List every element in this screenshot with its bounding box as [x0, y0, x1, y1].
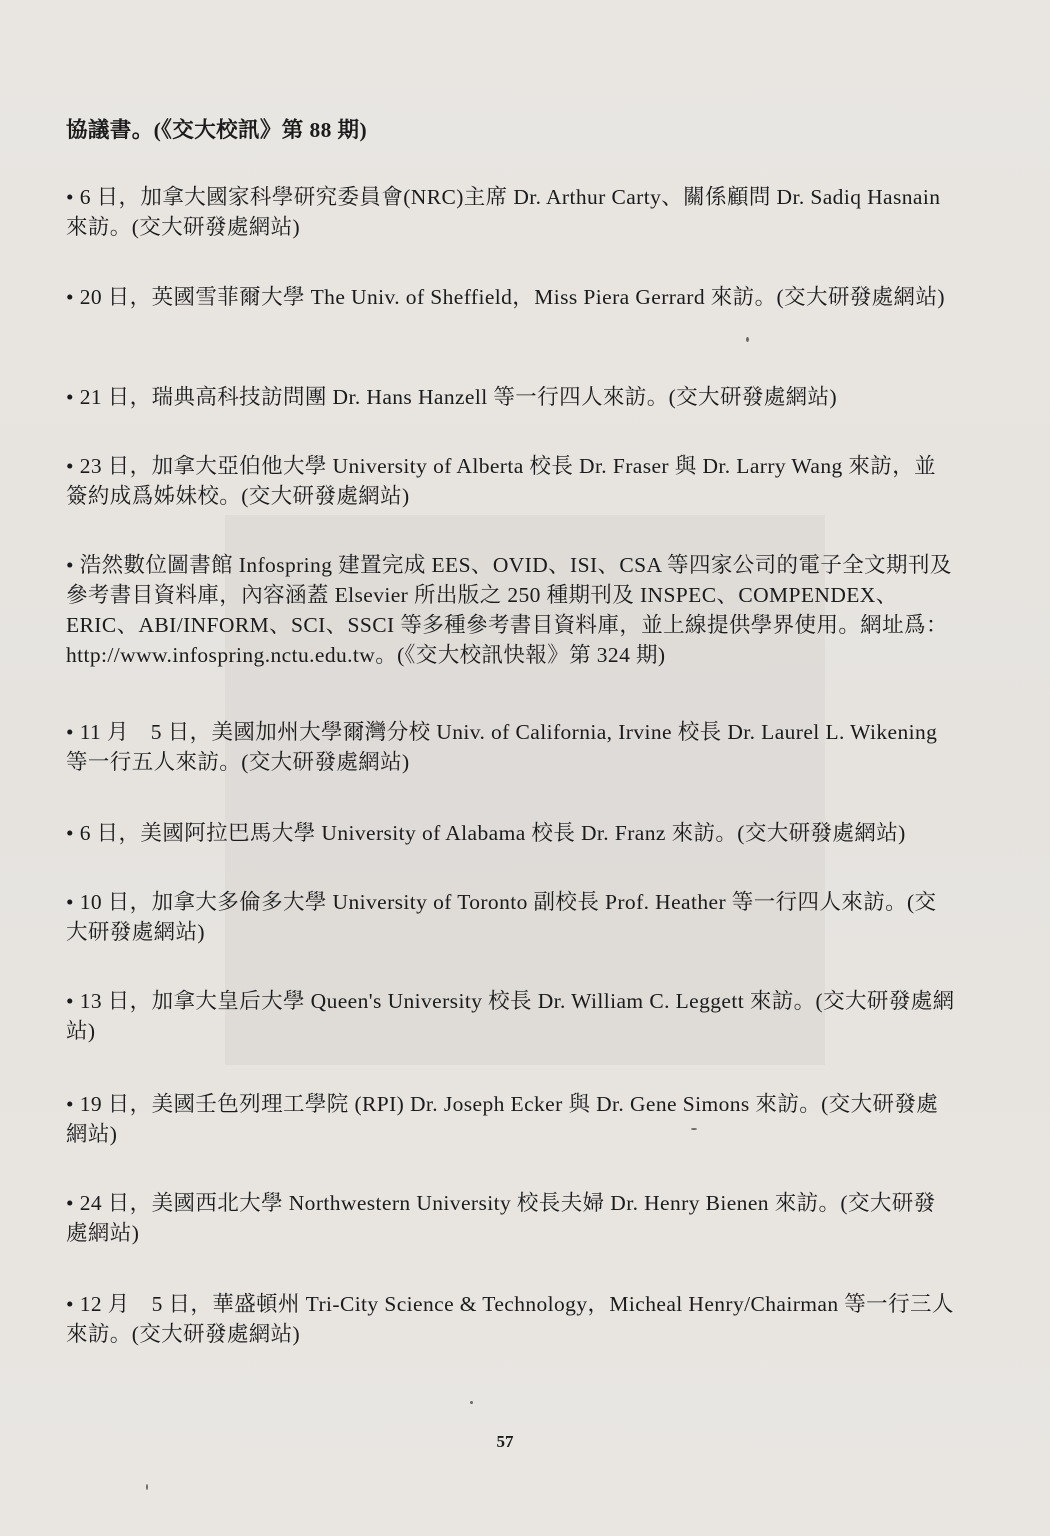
entry-12: • 12 月 5 日，華盛頓州 Tri-City Science & Technology，Micheal Henry/Chairman 等一行三人來訪。(交大研發處網站): [66, 1292, 954, 1346]
entry-7: • 6 日，美國阿拉巴馬大學 University of Alabama 校長 Dr. Franz 來訪。(交大研發處網站): [66, 821, 906, 845]
entry-11: • 24 日，美國西北大學 Northwestern University 校長夫婦 Dr. Henry Bienen 來訪。(交大研發處網站): [66, 1191, 936, 1245]
entry-5: • 浩然數位圖書館 Infospring 建置完成 EES、OVID、ISI、CSA 等四家公司的電子全文期刊及參考書目資料庫，內容涵蓋 Elsevier 所出版之 250 種期刊及 INSPEC、COMPENDEX、ERIC、ABI/INFORM、SCI、SSCI 等多種參考書目資料庫，並上線提供學界使用。網址爲：http://www.infospring.nctu.edu.tw。(《交大校訊快報》第 324 期): [66, 553, 952, 667]
entry-10: • 19 日，美國壬色列理工學院 (RPI) Dr. Joseph Ecker 與 Dr. Gene Simons 來訪。(交大研發處網站): [66, 1092, 939, 1146]
paper-speck: [146, 1484, 148, 1490]
entry-9: • 13 日，加拿大皇后大學 Queen's University 校長 Dr. William C. Leggett 來訪。(交大研發處網站): [66, 989, 955, 1043]
paper-speck: [746, 337, 749, 342]
page-number: 57: [496, 1432, 514, 1451]
entry-1: • 6 日，加拿大國家科學研究委員會(NRC)主席 Dr. Arthur Carty、關係顧問 Dr. Sadiq Hasnain 來訪。(交大研發處網站): [66, 185, 941, 239]
paper-speck: [470, 1401, 473, 1404]
entry-3: • 21 日，瑞典高科技訪問團 Dr. Hans Hanzell 等一行四人來訪。(交大研發處網站): [66, 385, 838, 409]
entry-6: • 11 月 5 日，美國加州大學爾灣分校 Univ. of California, Irvine 校長 Dr. Laurel L. Wikening 等一行五人來訪。(交大研發處網站): [66, 720, 938, 774]
entry-8: • 10 日，加拿大多倫多大學 University of Toronto 副校長 Prof. Heather 等一行四人來訪。(交大研發處網站): [66, 890, 937, 944]
entry-2: • 20 日，英國雪菲爾大學 The Univ. of Sheffield，Miss Piera Gerrard 來訪。(交大研發處網站): [66, 285, 945, 309]
heading-line: 協議書。(《交大校訊》第 88 期): [66, 118, 368, 142]
paper-speck: [691, 1128, 697, 1130]
entry-4: • 23 日，加拿大亞伯他大學 University of Alberta 校長 Dr. Fraser 與 Dr. Larry Wang 來訪，並簽約成爲姊妹校。(交大研發處網站): [66, 454, 937, 508]
